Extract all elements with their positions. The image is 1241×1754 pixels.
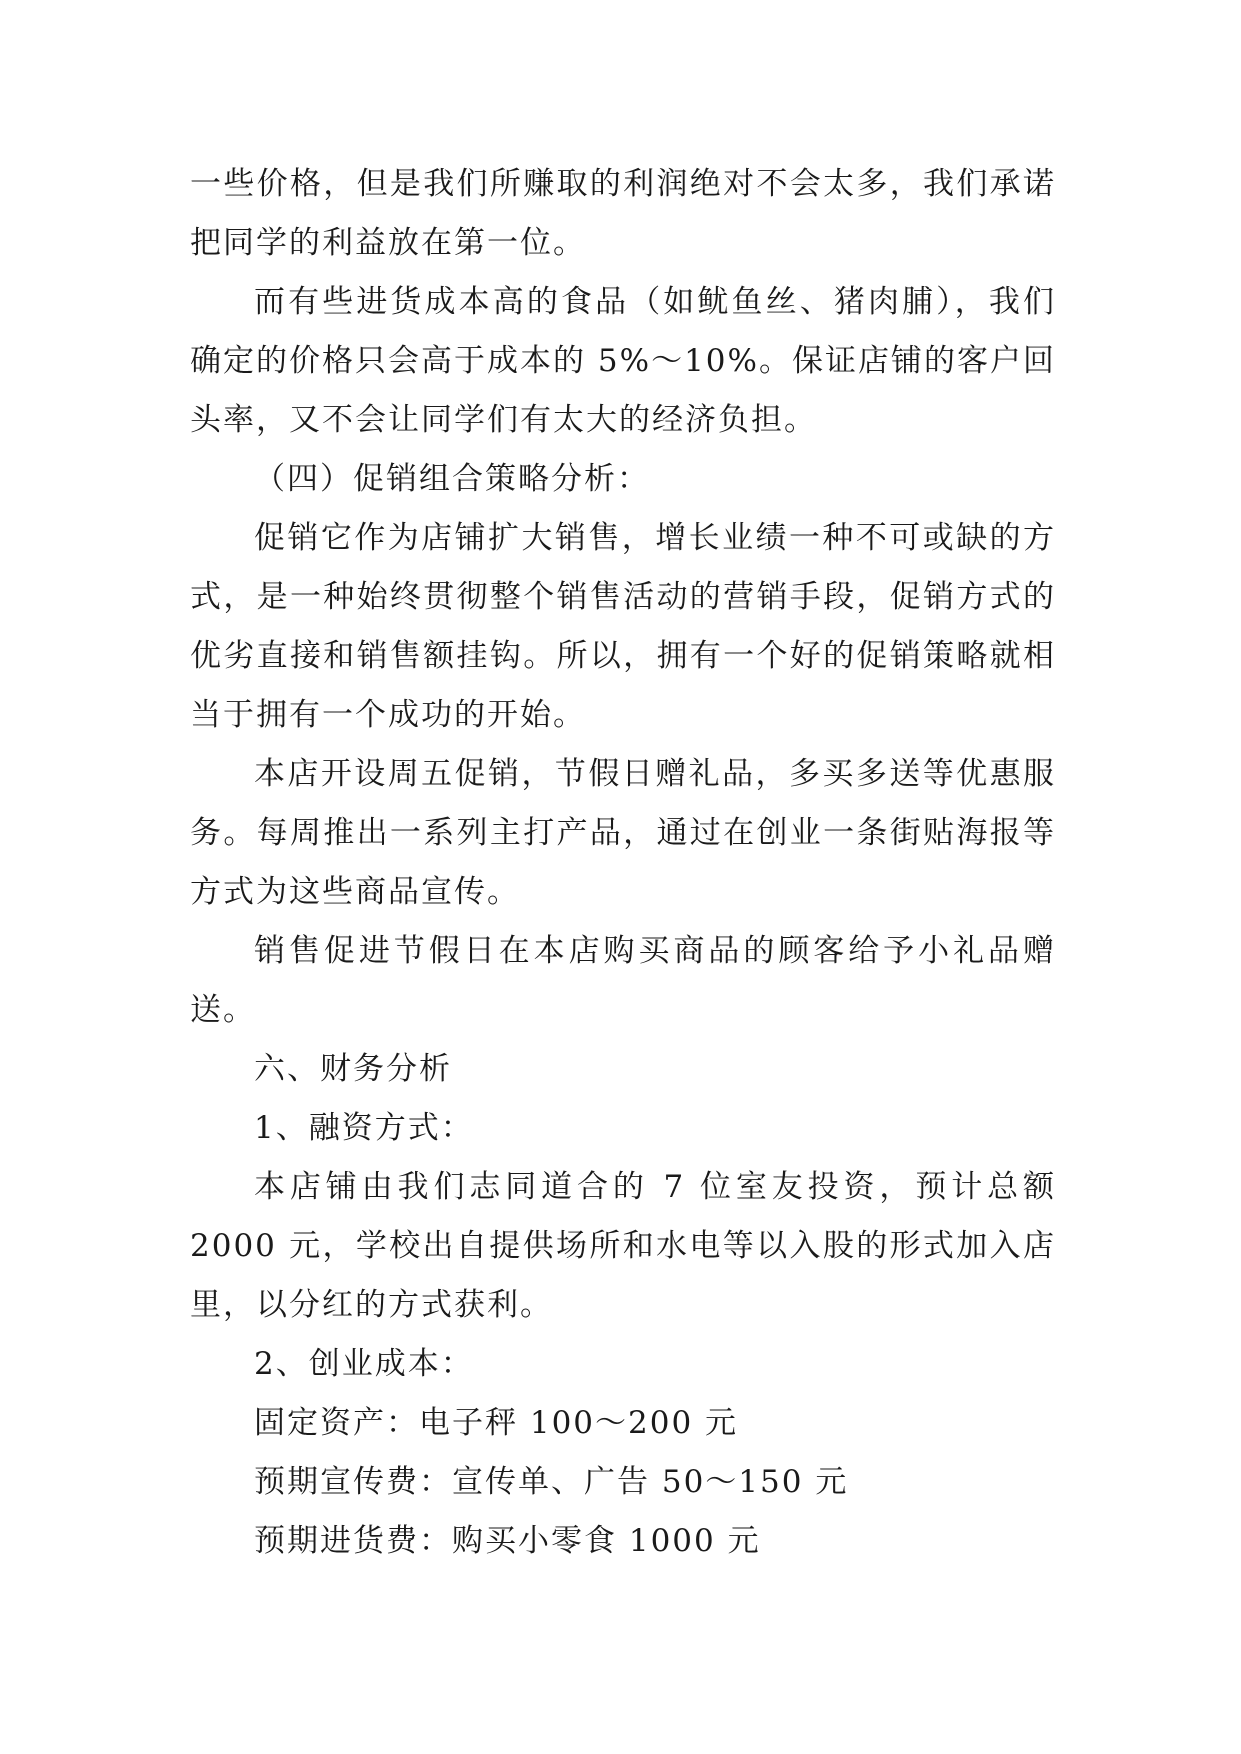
cost-item-advertising: 预期宣传费：宣传单、广告 50～150 元 <box>254 1464 849 1500</box>
paragraph-1: 一些价格，但是我们所赚取的利润绝对不会太多，我们承诺把同学的利益放在第一位。 <box>190 166 1056 261</box>
paragraph-5: 销售促进节假日在本店购买商品的顾客给予小礼品赠送。 <box>190 933 1056 1028</box>
section-heading-promotion: （四）促销组合策略分析： <box>254 461 650 497</box>
subheading-startup-cost: 2、创业成本： <box>254 1346 474 1382</box>
cost-item-fixed-assets: 固定资产：电子秤 100～200 元 <box>254 1405 739 1441</box>
paragraph-2: 而有些进货成本高的食品（如鱿鱼丝、猪肉脯），我们确定的价格只会高于成本的 5%～10%。保证店铺的客户回头率，又不会让同学们有太大的经济负担。 <box>190 284 1056 438</box>
subheading-financing: 1、融资方式： <box>254 1110 474 1146</box>
paragraph-6: 本店铺由我们志同道合的 7 位室友投资，预计总额 2000 元，学校出自提供场所和水电等以入股的形式加入店里，以分红的方式获利。 <box>190 1169 1056 1323</box>
paragraph-4: 本店开设周五促销，节假日赠礼品，多买多送等优惠服务。每周推出一系列主打产品，通过在创业一条街贴海报等方式为这些商品宣传。 <box>190 756 1056 910</box>
section-heading-finance: 六、财务分析 <box>254 1051 452 1087</box>
cost-item-purchasing: 预期进货费：购买小零食 1000 元 <box>254 1523 761 1559</box>
body-text <box>190 155 1056 1571</box>
paragraph-3: 促销它作为店铺扩大销售，增长业绩一种不可或缺的方式，是一种始终贯彻整个销售活动的营销手段，促销方式的优劣直接和销售额挂钩。所以，拥有一个好的促销策略就相当于拥有一个成功的开始。 <box>190 520 1056 733</box>
